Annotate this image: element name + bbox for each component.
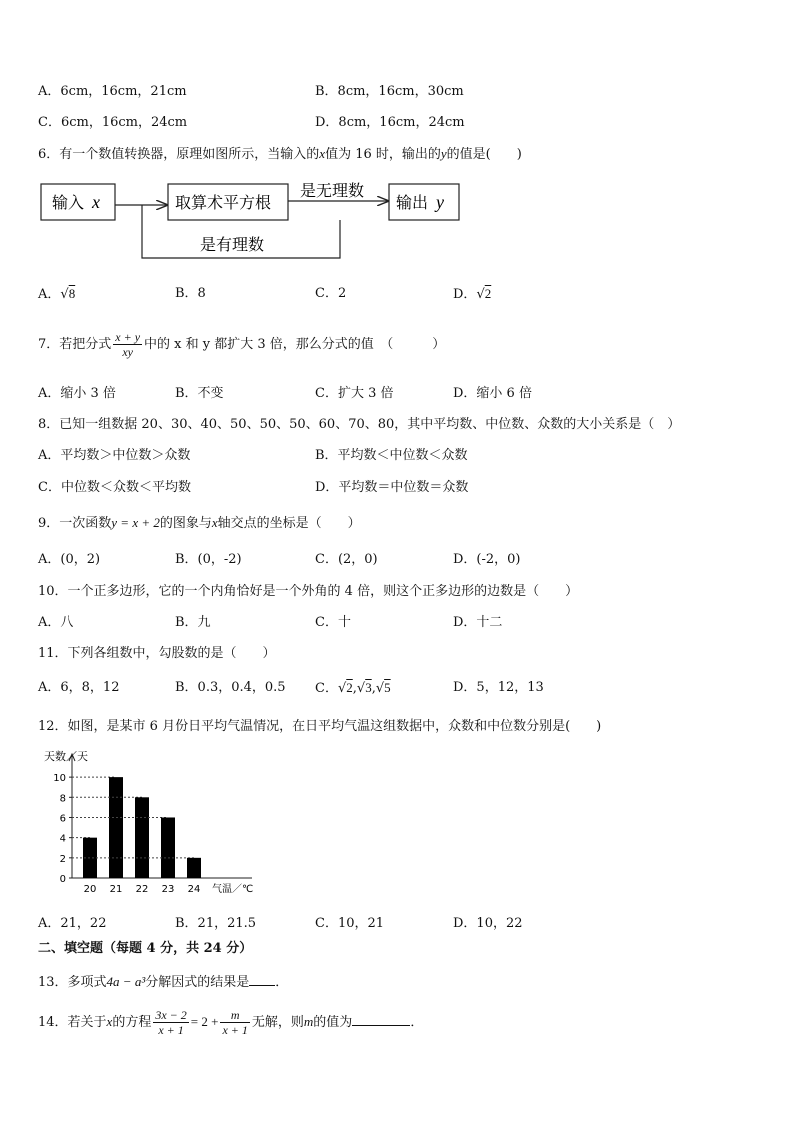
q7-option-d: D．缩小 6 倍	[453, 386, 532, 401]
q9-var-x: x	[211, 515, 218, 530]
y-axis-label: 天数／天	[44, 750, 88, 763]
q10-stem: 10．一个正多边形，它的一个内角恰好是一个外角的 4 倍，则这个正多边形的边数是（ ）	[38, 584, 579, 599]
q5-option-a: A．6cm，16cm，21cm	[38, 84, 187, 99]
x-tick-label: 21	[109, 884, 123, 895]
q7-fraction: $\frac{x + y}{xy}$	[115, 330, 141, 359]
q14-mid: 的方程	[112, 1015, 152, 1030]
answer-blank[interactable]	[249, 973, 275, 986]
bar	[109, 777, 123, 878]
q6-option-d: D．√2	[453, 286, 492, 302]
q7-option-a: A．缩小 3 倍	[38, 386, 116, 401]
q12-stem: 12．如图，是某市 6 月份日平均气温情况，在日平均气温这组数据中，众数和中位数分别是( )	[38, 719, 602, 734]
q14-suffix: 的值为	[313, 1015, 353, 1030]
q6-text-suffix: 的值是( )	[446, 147, 522, 162]
q6-text-mid: 值为 16 时，输出的	[325, 147, 441, 162]
q7-option-b: B．不变	[175, 386, 224, 401]
q5-option-c: C．6cm，16cm，24cm	[38, 115, 188, 130]
q8-stem: 8．已知一组数据 20、30、40、50、50、50、60、70、80，其中平均数、中位数、众数的大小关系是（ ）	[38, 417, 681, 432]
q14-fraction-1: $\frac{3x - 2}{x + 1}$	[155, 1008, 187, 1037]
bar	[135, 797, 149, 878]
q6-stem	[38, 145, 522, 164]
q11-option-c: C．√2,√3,√5	[315, 680, 391, 696]
bar	[161, 817, 175, 878]
q6-var-x: x	[319, 146, 326, 161]
q12-option-b: B．21，21.5	[175, 916, 257, 931]
irrational-label: 是无理数	[300, 181, 365, 200]
q7-option-c: C．扩大 3 倍	[315, 386, 394, 401]
input-label: 输入	[52, 193, 85, 212]
input-var: x	[92, 192, 100, 212]
q13-formula: 4a − a³	[106, 974, 146, 989]
q6-option-a: A．√8	[38, 286, 76, 302]
q10-option-d: D．十二	[453, 615, 503, 630]
q7-prefix: 7．若把分式	[38, 337, 112, 352]
q5-option-b: B．8cm，16cm，30cm	[315, 84, 464, 99]
y-tick-label: 4	[59, 833, 66, 845]
y-tick-label: 2	[59, 853, 66, 865]
q5-option-d: D．8cm，16cm，24cm	[315, 115, 465, 130]
x-tick-label: 23	[161, 884, 175, 895]
q12-option-c: C．10，21	[315, 916, 385, 931]
output-label: 输出	[396, 193, 429, 212]
section-heading: 二、填空题（每题 4 分，共 24 分）	[38, 941, 253, 956]
q8-option-c: C．中位数＜众数＜平均数	[38, 480, 191, 495]
q14-var-x: x	[106, 1014, 113, 1029]
q10-option-b: B．九	[175, 615, 211, 630]
temperature-bar-chart	[40, 748, 270, 898]
q6-var-y: y	[440, 146, 447, 161]
q13-prefix: 13．多项式	[38, 975, 107, 990]
q9-prefix: 9．一次函数	[38, 516, 112, 531]
q14-equals: = 2 +	[190, 1014, 219, 1029]
q9-stem	[38, 514, 361, 533]
radicand: 2	[484, 286, 492, 301]
q8-option-b: B．平均数＜中位数＜众数	[315, 448, 468, 463]
q11-option-a: A．6，8，12	[38, 680, 120, 695]
q14-var-m: m	[303, 1014, 314, 1029]
rational-label: 是有理数	[200, 235, 265, 254]
q10-option-a: A．八	[38, 615, 74, 630]
x-tick-label: 24	[187, 884, 201, 895]
q9-suffix: 轴交点的坐标是（ ）	[217, 516, 361, 531]
q11-option-b: B．0.3，0.4，0.5	[175, 680, 286, 695]
q13-stem: 13．多项式4a − a³分解因式的结果是 ．	[38, 974, 289, 990]
q8-option-a: A．平均数＞中位数＞众数	[38, 448, 191, 463]
q6-text-prefix: 6．有一个数值转换器，原理如图所示，当输入的	[38, 147, 320, 162]
q9-option-a: A．(0，2)	[38, 552, 101, 567]
q12-option-a: A．21，22	[38, 916, 107, 931]
q14-stem: 14．若关于x的方程 $\frac{3x - 2}{x + 1}$ = 2 + $\frac{m}{x + 1}$ 无解，则m的值为 ．	[38, 1008, 424, 1037]
q13-suffix: 分解因式的结果是	[145, 975, 250, 990]
q14-mid2: 无解，则	[251, 1015, 304, 1030]
q9-option-c: C．(2，0)	[315, 552, 378, 567]
q14-fraction-2: $\frac{m}{x + 1}$	[222, 1008, 248, 1037]
answer-blank[interactable]	[352, 1013, 410, 1026]
q9-option-b: B．(0，-2)	[175, 552, 242, 567]
q14-prefix: 14．若关于	[38, 1015, 107, 1030]
q9-formula: y = x + 2	[111, 515, 160, 530]
q11-stem: 11．下列各组数中，勾股数的是（ ）	[38, 646, 276, 661]
y-tick-label: 8	[59, 793, 66, 805]
radicand: 8	[68, 286, 76, 301]
q9-mid: 的图象与	[159, 516, 212, 531]
y-tick-label: 0	[59, 874, 66, 885]
y-tick-label: 10	[53, 773, 66, 785]
q6-option-b: B．8	[175, 286, 206, 301]
x-axis-label: 气温／℃	[212, 884, 254, 895]
q12-option-d: D．10，22	[453, 916, 523, 931]
q6-flow-diagram	[0, 172, 794, 268]
q9-option-d: D．(-2，0)	[453, 552, 521, 567]
bar	[187, 858, 201, 878]
q7-suffix: 中的 x 和 y 都扩大 3 倍，那么分式的值 （ ）	[144, 337, 446, 352]
y-tick-label: 6	[59, 813, 66, 825]
x-tick-label: 20	[83, 884, 97, 895]
q8-option-d: D．平均数＝中位数＝众数	[315, 480, 469, 495]
process-label: 取算术平方根	[175, 193, 272, 212]
q11-option-d: D．5，12，13	[453, 680, 544, 695]
q6-option-c: C．2	[315, 286, 347, 301]
x-tick-label: 22	[135, 884, 149, 895]
output-var: y	[436, 192, 444, 212]
q7-stem	[38, 327, 445, 363]
q10-option-c: C．十	[315, 615, 351, 630]
